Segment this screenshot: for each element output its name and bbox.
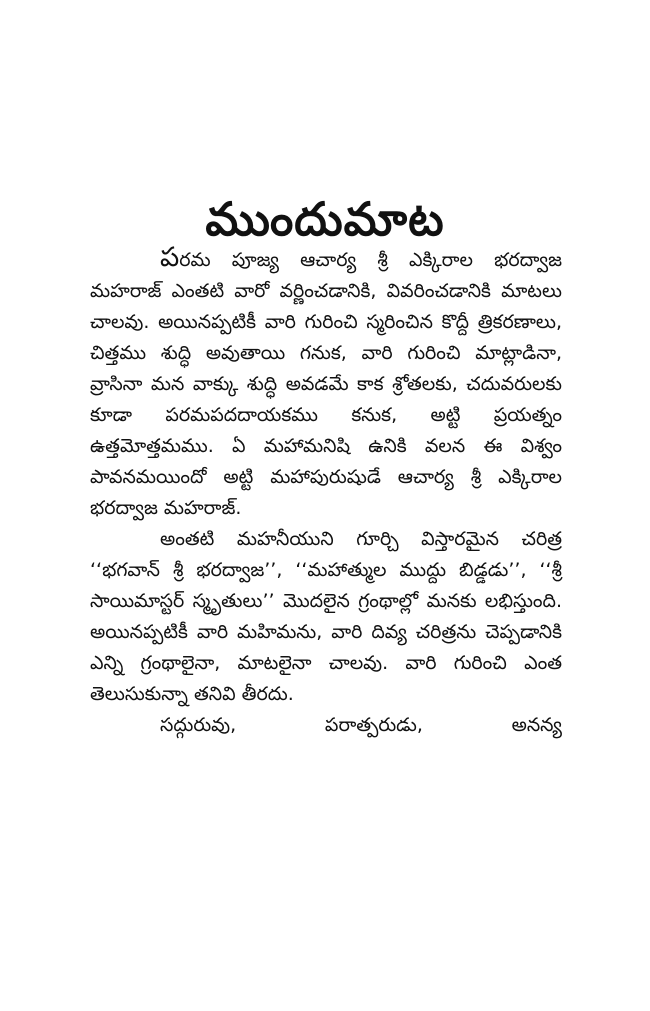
paragraph-2: అంతటి మహనీయుని గూర్చి విస్తారమైన చరిత్ర ‘‘భగవాన్ శ్రీ భరద్వాజ’’, ‘‘మహాత్ముల ముద్దు బిడ్డడు’’, ‘‘శ్రీ సాయిమాస్టర్ స్మృతులు’’ మొదలైన గ్రంథాల్లో మనకు లభిస్తుంది. అయినప్పటికీ వారి మహిమను, వారి దివ్య చరిత్రను చెప్పడానికి ఎన్ని గ్రంథాలైనా, మాటలైనా చాలవు. వారి గురించి ఎంత తెలుసుకున్నా తనివి తీరదు. xyxy=(90,528,562,705)
paragraph-1-text: రమ పూజ్య ఆచార్య శ్రీ ఎక్కిరాల భరద్వాజ మహరాజ్ ఎంతటి వారో వర్ణించడానికి, వివరించడానికి మాటలు చాలవు. అయినప్పటికీ వారి గురించి స్మరించిన కొద్దీ త్రికరణాలు, చిత్తము శుద్ధి అవుతాయి గనుక, వారి గురించి మాట్లాడినా, వ్రాసినా మన వాక్కు శుద్ధి అవడమే కాక శ్రోతలకు, చదువరులకు కూడా పరమపదదాయకము కనుక, అట్టి ప్రయత్నం ఉత్తమోత్తమము. ఏ మహామనిషి ఉనికి వలన ఈ విశ్వం పావనమయిందో అట్టి మహాపురుషుడే ఆచార్య శ్రీ ఎక్కిరాల భరద్వాజ మహరాజ్. xyxy=(90,249,562,519)
paragraph-3: సద్గురువు, పరాత్పరుడు, అనన్య xyxy=(160,714,562,736)
drop-cap: ప xyxy=(160,242,180,273)
paragraph-1 xyxy=(90,242,562,524)
page-title: ముందుమాట xyxy=(205,191,445,246)
body-text xyxy=(90,242,562,741)
